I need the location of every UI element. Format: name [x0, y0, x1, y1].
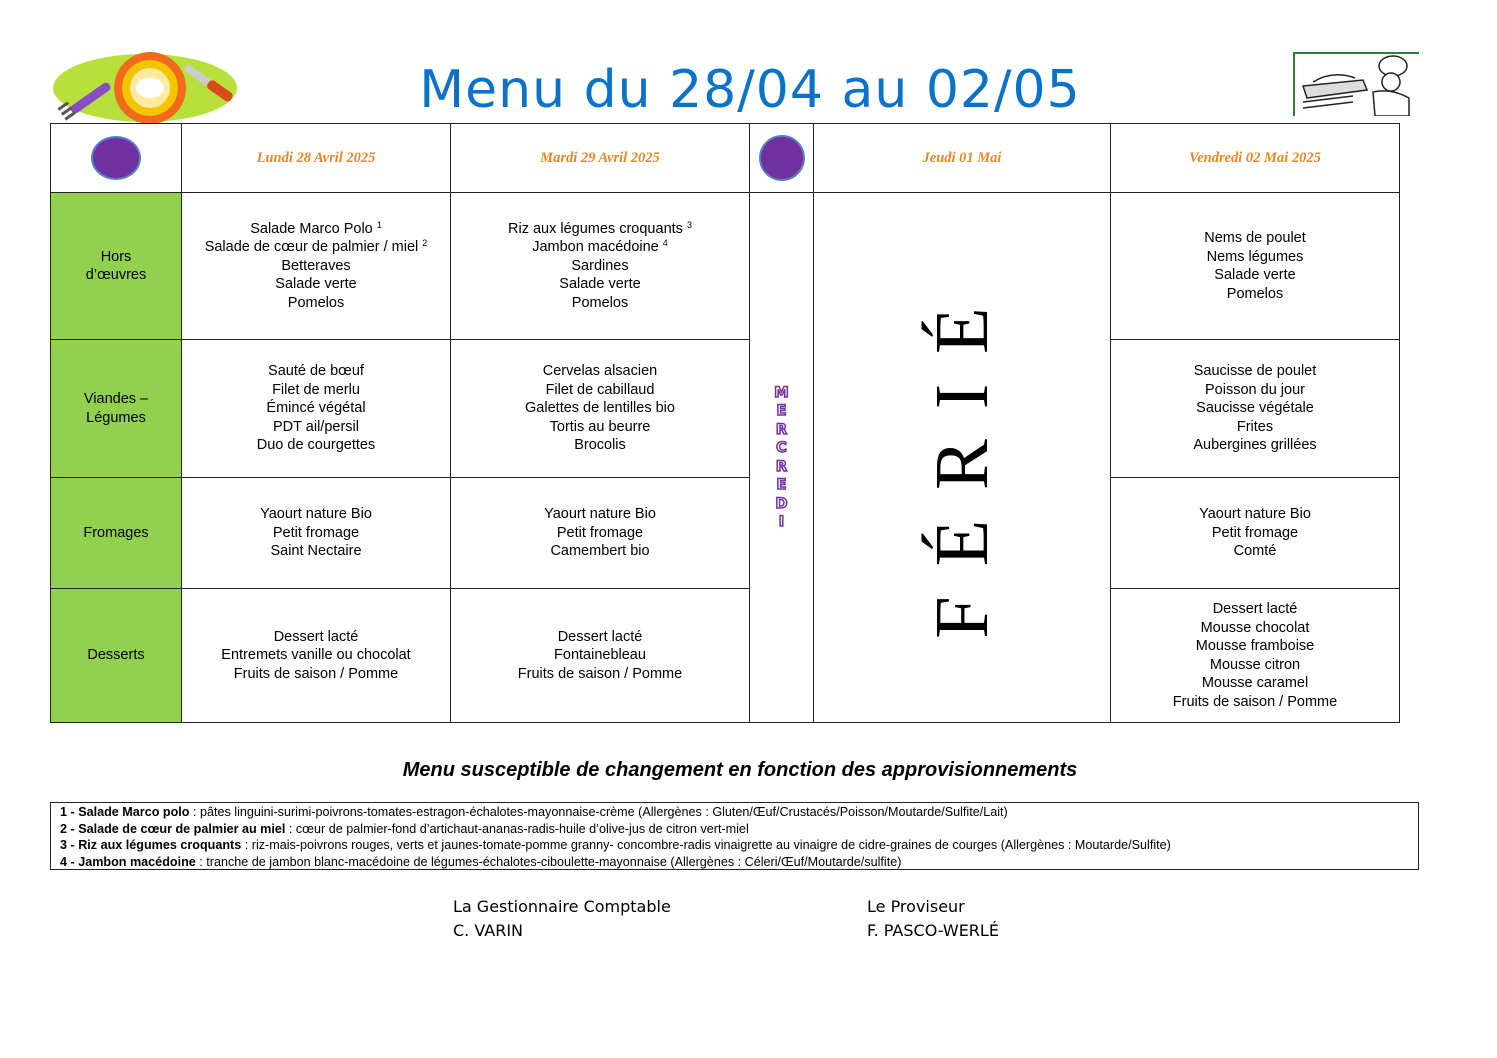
dish: Poisson du jour — [1205, 381, 1305, 398]
category-hors-oeuvres — [51, 193, 182, 340]
footnote-line: 3 - Riz aux légumes croquants : riz-mais-poivrons rouges, verts et jaunes-tomate-pomme granny- concombre-radis vinaigrette au vinaigre de cidre-graines de courges (Allergènes : Moutarde/Sulfite) — [60, 838, 1171, 852]
menu-table — [50, 123, 1400, 723]
dish: Camembert bio — [550, 543, 650, 560]
monday-viandes — [182, 340, 451, 478]
dish: Filet de merlu — [272, 381, 360, 398]
dish: Fruits de saison / Pomme — [517, 665, 683, 682]
day-header-thursday: Jeudi 01 Mai — [814, 124, 1111, 193]
dish: Galettes de lentilles bio — [525, 400, 675, 417]
signature-title: La Gestionnaire Comptable — [453, 897, 671, 916]
wednesday-letter: E — [776, 403, 787, 419]
dish: Salade verte — [559, 276, 641, 293]
dish: Saint Nectaire — [270, 543, 362, 560]
dish: Pomelos — [571, 294, 629, 311]
day-header-friday: Vendredi 02 Mai 2025 — [1111, 124, 1400, 193]
dish: Salade Marco Polo $^1$ — [250, 219, 382, 237]
purple-circle-icon — [759, 135, 805, 181]
page-title: Menu du 28/04 au 02/05 — [419, 60, 1081, 120]
footnote-line: 1 - Salade Marco polo : pâtes linguini-surimi-poivrons-tomates-estragon-échalotes-mayonnaise-crème (Allergènes : Gluten/Œuf/Crustacés/Poisson/Moutarde/Sulfite/Lait) — [60, 805, 1008, 819]
signature-name: F. PASCO-WERLÉ — [867, 921, 999, 940]
holiday-text: FÉRIÉ — [919, 276, 1004, 639]
dish: Pomelos — [1226, 285, 1284, 302]
plate-cutlery-logo — [50, 44, 240, 126]
wednesday-letter: R — [775, 458, 788, 475]
row-desserts — [51, 589, 1400, 723]
dish: Salade verte — [275, 276, 357, 293]
dish: Filet de cabillaud — [545, 381, 655, 398]
change-notice: Menu susceptible de changement en fonction des approvisionnements — [402, 759, 1078, 781]
dish: Frites — [1236, 418, 1274, 435]
category-desserts — [51, 589, 182, 723]
allergen-footnotes — [50, 802, 1419, 870]
monday-hors-oeuvres — [182, 193, 451, 340]
dish: Aubergines grillées — [1193, 437, 1317, 454]
header-row — [51, 124, 1400, 193]
friday-fromages — [1111, 478, 1400, 589]
row-fromages — [51, 478, 1400, 589]
monday-fromages — [182, 478, 451, 589]
dish: Saucisse de poulet — [1193, 363, 1317, 380]
wednesday-column — [750, 193, 814, 723]
dish: Mousse framboise — [1195, 638, 1315, 654]
dish: Yaourt nature Bio — [544, 506, 656, 523]
category-label: Hors — [100, 248, 132, 265]
dish: Salade verte — [1214, 267, 1296, 283]
dish: Petit fromage — [556, 524, 644, 541]
row-hors-oeuvres — [51, 193, 1400, 340]
category-viandes-legumes — [51, 340, 182, 478]
tuesday-viandes — [451, 340, 750, 478]
wednesday-letter: C — [776, 440, 787, 456]
chef-illustration — [1293, 52, 1419, 116]
wednesday-letter: D — [775, 495, 788, 512]
monday-desserts — [182, 589, 451, 723]
dish: Sardines — [571, 257, 629, 274]
category-label: d’œuvres — [85, 267, 147, 283]
corner-cell — [51, 124, 182, 193]
dish: Dessert lacté — [1212, 601, 1298, 617]
dish: Fruits de saison / Pomme — [233, 665, 399, 682]
footnote-ref: 4 — [662, 238, 668, 249]
category-fromages — [51, 478, 182, 589]
dish: Fontainebleau — [554, 647, 646, 664]
friday-viandes — [1111, 340, 1400, 478]
dish: Nems légumes — [1206, 248, 1304, 265]
dish: Pomelos — [287, 294, 345, 311]
dish: Nems de poulet — [1204, 230, 1306, 246]
category-label: Fromages — [83, 524, 149, 541]
dish: Petit fromage — [1211, 524, 1299, 541]
wednesday-header — [750, 124, 814, 193]
tuesday-fromages — [451, 478, 750, 589]
dish: Yaourt nature Bio — [1199, 506, 1311, 523]
dish: Mousse citron — [1209, 656, 1301, 673]
signature-title: Le Proviseur — [867, 897, 965, 916]
dish: Mousse caramel — [1201, 675, 1309, 691]
dish: Entremets vanille ou chocolat — [221, 647, 411, 664]
dish: Tortis au beurre — [549, 418, 651, 435]
dish: Mousse chocolat — [1200, 619, 1310, 636]
friday-desserts — [1111, 589, 1400, 723]
signature-right — [867, 895, 999, 943]
dish: PDT ail/persil — [273, 418, 359, 435]
dish: Dessert lacté — [273, 628, 359, 645]
category-label: Viandes – — [83, 391, 149, 407]
dish: Dessert lacté — [557, 628, 643, 645]
category-label: Desserts — [87, 647, 145, 664]
dish: Jambon macédoine $^4$ — [532, 238, 668, 256]
thursday-holiday-cell — [814, 193, 1111, 723]
tuesday-hors-oeuvres — [451, 193, 750, 340]
footnote-ref: 3 — [686, 219, 692, 230]
dish: Duo de courgettes — [256, 437, 376, 454]
day-header-tuesday: Mardi 29 Avril 2025 — [451, 124, 750, 193]
dish: Petit fromage — [272, 524, 360, 541]
dish: Salade de cœur de palmier / miel $^2$ — [204, 238, 428, 256]
wednesday-letter: M — [774, 384, 789, 401]
wednesday-letter: I — [778, 514, 785, 530]
footnote-ref: 2 — [422, 238, 428, 249]
wednesday-letter: R — [775, 421, 788, 438]
day-header-monday: Lundi 28 Avril 2025 — [182, 124, 451, 193]
dish: Cervelas alsacien — [542, 363, 658, 380]
dish: Yaourt nature Bio — [260, 506, 372, 523]
purple-circle-icon — [91, 136, 141, 180]
dish: Betteraves — [281, 257, 351, 274]
dish: Sauté de bœuf — [268, 363, 364, 380]
signature-left — [453, 895, 671, 943]
dish: Saucisse végétale — [1196, 400, 1314, 417]
dish: Riz aux légumes croquants $^3$ — [508, 219, 692, 237]
footnote-line: 2 - Salade de cœur de palmier au miel : cœur de palmier-fond d’artichaut-ananas-radis-huile d’olive-jus de citron vert-miel — [60, 821, 749, 836]
footnote-ref: 1 — [376, 219, 382, 230]
dish: Comté — [1233, 543, 1277, 560]
friday-hors-oeuvres — [1111, 193, 1400, 340]
tuesday-desserts — [451, 589, 750, 723]
dish: Émincé végétal — [266, 400, 366, 417]
wednesday-letter: E — [776, 477, 787, 493]
row-viandes — [51, 340, 1400, 478]
dish: Brocolis — [574, 437, 626, 454]
signature-name: C. VARIN — [453, 921, 524, 940]
footnote-line: 4 - Jambon macédoine : tranche de jambon blanc-macédoine de légumes-échalotes-ciboulette-mayonnaise (Allergènes : Céleri/Œuf/Moutarde/sulfite) — [60, 854, 902, 869]
dish: Fruits de saison / Pomme — [1172, 693, 1338, 710]
category-label: Légumes — [86, 409, 146, 426]
